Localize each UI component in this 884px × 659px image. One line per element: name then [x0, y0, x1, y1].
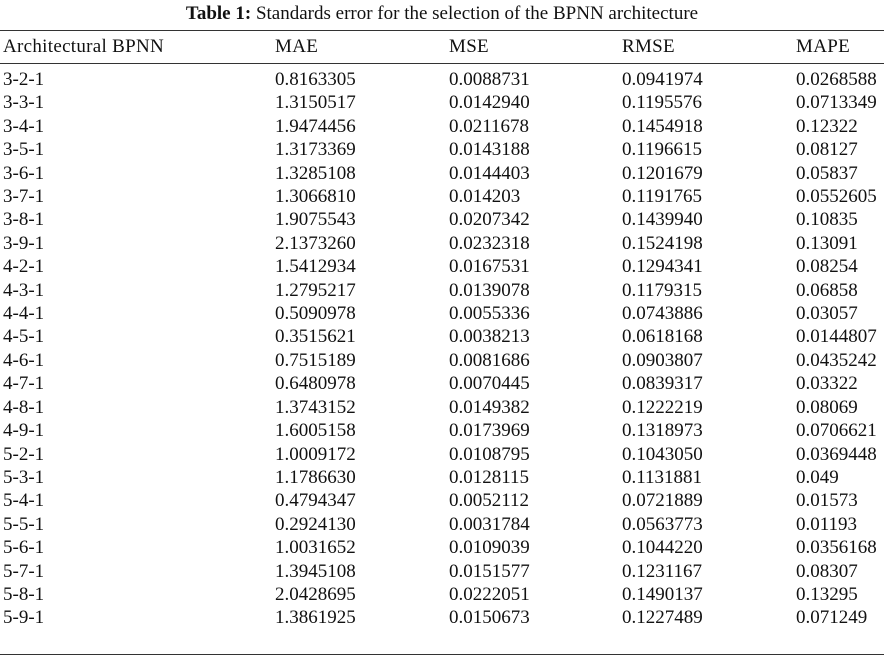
cell-mse: 0.0055336 [449, 303, 530, 325]
cell-architecture: 3-2-1 [3, 69, 45, 90]
table-body [0, 68, 884, 630]
cell-mae: 0.5090978 [275, 303, 356, 325]
cell-mape: 0.0706621 [796, 420, 877, 442]
cell-rmse: 0.1227489 [622, 607, 703, 629]
table-row [0, 560, 884, 583]
table-caption [0, 2, 884, 26]
table-caption-label: Table 1: [185, 3, 252, 24]
cell-mse: 0.0108795 [449, 443, 530, 465]
cell-mape: 0.08307 [796, 560, 858, 582]
table-row [0, 443, 884, 466]
cell-mae: 1.0009172 [275, 443, 356, 465]
cell-mae: 2.1373260 [275, 232, 356, 254]
cell-mape: 0.05837 [796, 162, 858, 184]
cell-rmse: 0.1044220 [622, 537, 703, 559]
cell-mape: 0.08254 [796, 256, 858, 278]
cell-architecture: 5-2-1 [3, 443, 45, 465]
cell-mae: 1.5412934 [275, 256, 356, 278]
cell-architecture: 4-3-1 [3, 279, 45, 301]
table-row [0, 419, 884, 442]
cell-mae: 0.8163305 [275, 69, 356, 90]
cell-mae: 1.3945108 [275, 560, 356, 582]
cell-architecture: 5-8-1 [3, 583, 45, 605]
cell-architecture: 3-8-1 [3, 209, 45, 231]
cell-mape: 0.13091 [796, 232, 858, 254]
cell-rmse: 0.1196615 [622, 139, 703, 161]
cell-rmse: 0.1191765 [622, 186, 703, 208]
cell-mae: 1.3066810 [275, 186, 356, 208]
cell-mae: 1.3150517 [275, 92, 356, 114]
cell-rmse: 0.1131881 [622, 466, 703, 488]
cell-mape: 0.12322 [796, 115, 858, 137]
cell-rmse: 0.1454918 [622, 115, 703, 137]
cell-rmse: 0.0839317 [622, 373, 703, 395]
cell-mape: 0.01573 [796, 490, 858, 512]
table-row [0, 302, 884, 325]
cell-architecture: 4-9-1 [3, 420, 45, 442]
cell-architecture: 5-5-1 [3, 513, 45, 535]
cell-architecture: 3-7-1 [3, 186, 45, 208]
cell-mae: 1.2795217 [275, 279, 356, 301]
cell-mae: 1.6005158 [275, 420, 356, 442]
cell-rmse: 0.1318973 [622, 420, 703, 442]
cell-mae: 1.3285108 [275, 162, 356, 184]
cell-mse: 0.0081686 [449, 349, 530, 371]
cell-rmse: 0.0721889 [622, 490, 703, 512]
table-row [0, 91, 884, 114]
cell-mape: 0.0552605 [796, 186, 877, 208]
table-row [0, 489, 884, 512]
cell-mape: 0.0369448 [796, 443, 877, 465]
cell-rmse: 0.1490137 [622, 583, 703, 605]
cell-mae: 1.9075543 [275, 209, 356, 231]
cell-architecture: 5-9-1 [3, 607, 45, 629]
cell-mse: 0.0151577 [449, 560, 530, 582]
cell-mse: 0.0211678 [449, 115, 530, 137]
cell-mae: 1.3743152 [275, 396, 356, 418]
table-row [0, 138, 884, 161]
cell-rmse: 0.0941974 [622, 69, 703, 90]
cell-mape: 0.0435242 [796, 349, 877, 371]
cell-mse: 0.0149382 [449, 396, 530, 418]
cell-mse: 0.0088731 [449, 69, 530, 90]
table-row [0, 606, 884, 629]
table-row [0, 255, 884, 278]
cell-architecture: 3-4-1 [3, 115, 45, 137]
cell-architecture: 4-2-1 [3, 256, 45, 278]
cell-architecture: 3-9-1 [3, 232, 45, 254]
cell-architecture: 4-4-1 [3, 303, 45, 325]
cell-architecture: 4-7-1 [3, 373, 45, 395]
table-row [0, 115, 884, 138]
cell-rmse: 0.0618168 [622, 326, 703, 348]
cell-mse: 0.0142940 [449, 92, 530, 114]
cell-mae: 0.3515621 [275, 326, 356, 348]
cell-architecture: 3-3-1 [3, 92, 45, 114]
results-table [0, 68, 884, 630]
table-row [0, 349, 884, 372]
cell-mse: 0.0070445 [449, 373, 530, 395]
cell-mse: 0.0128115 [449, 466, 530, 488]
table-row [0, 396, 884, 419]
cell-mape: 0.0713349 [796, 92, 877, 114]
table-row [0, 325, 884, 348]
table-row [0, 466, 884, 489]
cell-mse: 0.0232318 [449, 232, 530, 254]
cell-mse: 0.0144403 [449, 162, 530, 184]
table-header [0, 33, 884, 61]
cell-rmse: 0.1179315 [622, 279, 703, 301]
bottom-rule [0, 654, 884, 655]
table-row [0, 208, 884, 231]
cell-mse: 0.0207342 [449, 209, 530, 231]
cell-mape: 0.0144807 [796, 326, 877, 348]
cell-mse: 0.0038213 [449, 326, 530, 348]
table-row [0, 162, 884, 185]
cell-architecture: 5-4-1 [3, 490, 45, 512]
cell-mape: 0.13295 [796, 583, 858, 605]
cell-mape: 0.01193 [796, 513, 858, 535]
table-row [0, 372, 884, 395]
cell-architecture: 4-8-1 [3, 396, 45, 418]
cell-mse: 0.0052112 [449, 490, 530, 512]
cell-mae: 0.4794347 [275, 490, 356, 512]
cell-mae: 1.1786630 [275, 466, 356, 488]
cell-rmse: 0.0563773 [622, 513, 703, 535]
cell-rmse: 0.1043050 [622, 443, 703, 465]
cell-mse: 0.0173969 [449, 420, 530, 442]
cell-mape: 0.08127 [796, 139, 858, 161]
header-row [0, 33, 884, 61]
table-row [0, 513, 884, 536]
top-rule [0, 30, 884, 31]
cell-mse: 0.0222051 [449, 583, 530, 605]
cell-mape: 0.03057 [796, 303, 858, 325]
cell-rmse: 0.1231167 [622, 560, 703, 582]
header-rmse: RMSE [622, 36, 675, 57]
cell-architecture: 5-3-1 [3, 466, 45, 488]
cell-mape: 0.071249 [796, 607, 868, 629]
table-row [0, 185, 884, 208]
cell-mae: 1.3173369 [275, 139, 356, 161]
cell-mae: 1.3861925 [275, 607, 356, 629]
table-row [0, 232, 884, 255]
cell-mse: 0.0109039 [449, 537, 530, 559]
table-row [0, 583, 884, 606]
cell-architecture: 4-5-1 [3, 326, 45, 348]
cell-mse: 0.0139078 [449, 279, 530, 301]
cell-mape: 0.03322 [796, 373, 858, 395]
cell-rmse: 0.1524198 [622, 232, 703, 254]
cell-mae: 2.0428695 [275, 583, 356, 605]
cell-rmse: 0.1201679 [622, 162, 703, 184]
header-rule [0, 63, 884, 64]
cell-rmse: 0.1222219 [622, 396, 703, 418]
table-row [0, 68, 884, 91]
cell-rmse: 0.1195576 [622, 92, 703, 114]
header-mae: MAE [275, 36, 319, 57]
table-caption-text: Standards error for the selection of the BPNN architecture [255, 3, 699, 24]
cell-rmse: 0.1294341 [622, 256, 703, 278]
cell-mape: 0.049 [796, 466, 839, 488]
cell-mae: 0.6480978 [275, 373, 356, 395]
cell-mae: 1.9474456 [275, 115, 356, 137]
header-mape: MAPE [796, 36, 850, 57]
cell-architecture: 5-6-1 [3, 537, 45, 559]
cell-architecture: 3-5-1 [3, 139, 45, 161]
cell-mape: 0.0268588 [796, 69, 877, 90]
cell-rmse: 0.1439940 [622, 209, 703, 231]
cell-architecture: 3-6-1 [3, 162, 45, 184]
cell-mape: 0.10835 [796, 209, 858, 231]
cell-mae: 1.0031652 [275, 537, 356, 559]
cell-mae: 0.2924130 [275, 513, 356, 535]
cell-mse: 0.0150673 [449, 607, 530, 629]
header-architecture: Architectural BPNN [3, 36, 165, 57]
cell-mae: 0.7515189 [275, 349, 356, 371]
table-row [0, 536, 884, 559]
cell-rmse: 0.0903807 [622, 349, 703, 371]
cell-mape: 0.06858 [796, 279, 858, 301]
cell-mse: 0.014203 [449, 186, 521, 208]
cell-mse: 0.0143188 [449, 139, 530, 161]
cell-architecture: 4-6-1 [3, 349, 45, 371]
header-mse: MSE [449, 36, 489, 57]
cell-mse: 0.0167531 [449, 256, 530, 278]
table-row [0, 279, 884, 302]
cell-architecture: 5-7-1 [3, 560, 45, 582]
cell-mape: 0.0356168 [796, 537, 877, 559]
cell-mse: 0.0031784 [449, 513, 530, 535]
cell-mape: 0.08069 [796, 396, 858, 418]
cell-rmse: 0.0743886 [622, 303, 703, 325]
